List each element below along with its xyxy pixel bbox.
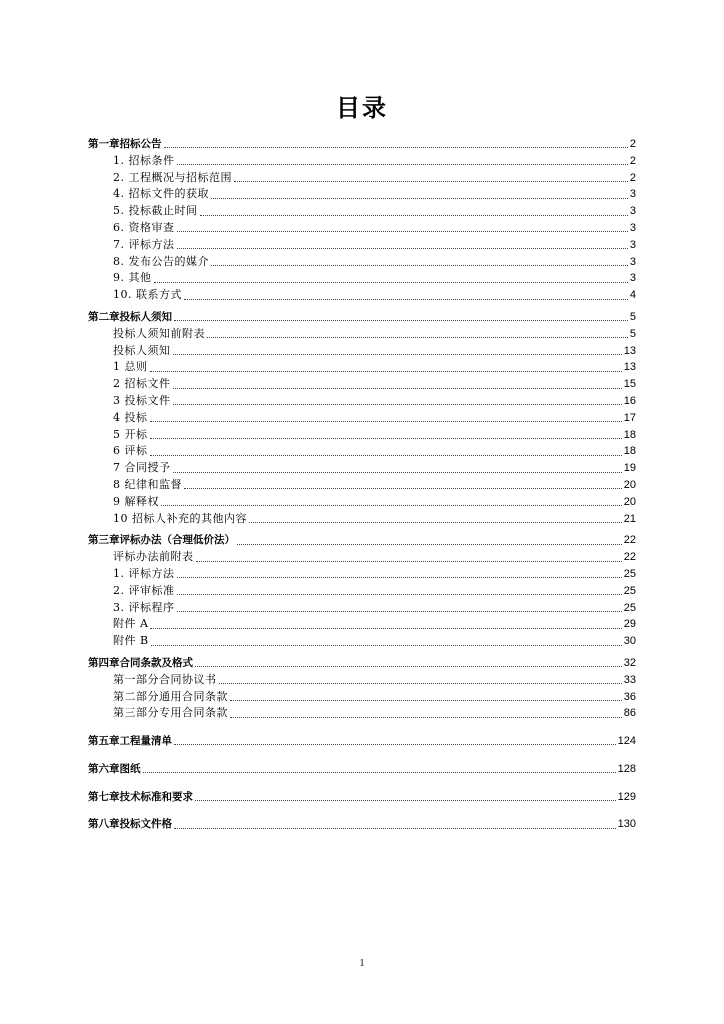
toc-entry-page: 16 xyxy=(623,394,636,407)
page-title: 目录 xyxy=(336,94,388,122)
toc-section-entry[interactable] xyxy=(88,616,636,633)
toc-entry-page: 30 xyxy=(623,635,636,648)
toc-entry-label: 9. 其他 xyxy=(113,271,152,285)
toc-dot-leader xyxy=(150,619,621,629)
toc-dot-leader xyxy=(237,535,622,545)
toc-entry-page: 5 xyxy=(629,327,636,340)
toc-entry-label: 附件 B xyxy=(113,634,149,648)
toc-entry-page: 124 xyxy=(617,735,636,748)
toc-entry-page: 18 xyxy=(623,428,636,441)
toc-chapter-entry[interactable] xyxy=(88,761,636,778)
toc-entry-page: 3 xyxy=(629,255,636,268)
toc-entry-page: 13 xyxy=(623,344,636,357)
toc-section-entry[interactable] xyxy=(88,494,636,511)
toc-entry-label: 2 招标文件 xyxy=(113,377,171,391)
toc-entry-label: 第三部分专用合同条款 xyxy=(113,706,228,720)
toc-section-entry[interactable] xyxy=(88,566,636,583)
toc-entry-page: 3 xyxy=(629,221,636,234)
toc-section-entry[interactable] xyxy=(88,410,636,427)
toc-dot-leader xyxy=(174,819,616,829)
toc-entry-label: 第一部分合同协议书 xyxy=(113,672,217,686)
toc-dot-leader xyxy=(173,395,622,405)
toc-dot-leader xyxy=(150,446,622,456)
toc-entry-label: 1. 招标条件 xyxy=(113,153,175,167)
toc-dot-leader xyxy=(184,479,622,489)
toc-entry-page: 13 xyxy=(623,361,636,374)
toc-entry-page: 3 xyxy=(629,188,636,201)
toc-entry-page: 4 xyxy=(629,289,636,302)
toc-entry-page: 129 xyxy=(617,790,636,803)
toc-dot-leader xyxy=(234,172,628,182)
toc-dot-leader xyxy=(174,735,616,745)
page-number: 1 xyxy=(359,958,365,969)
toc-entry-label: 10. 联系方式 xyxy=(113,288,182,302)
toc-chapter-entry[interactable] xyxy=(88,789,636,806)
toc-dot-leader xyxy=(164,138,628,148)
toc-entry-page: 20 xyxy=(623,478,636,491)
toc-section-entry[interactable] xyxy=(88,376,636,393)
toc-dot-leader xyxy=(173,379,622,389)
toc-entry-page: 25 xyxy=(623,584,636,597)
toc-dot-leader xyxy=(211,256,628,266)
toc-entry-label: 3 投标文件 xyxy=(113,393,171,407)
toc-entry-label: 投标人须知 xyxy=(113,343,171,357)
toc-dot-leader xyxy=(249,513,622,523)
toc-entry-page: 3 xyxy=(629,205,636,218)
toc-section-entry[interactable] xyxy=(88,359,636,376)
toc-entry-page: 86 xyxy=(623,707,636,720)
toc-entry-label: 9 解释权 xyxy=(113,494,159,508)
toc-section-entry[interactable] xyxy=(88,460,636,477)
toc-entry-page: 2 xyxy=(629,154,636,167)
toc-dot-leader xyxy=(174,311,628,321)
toc-dot-leader xyxy=(177,222,628,232)
toc-entry-label: 投标人须知前附表 xyxy=(113,326,205,340)
toc-chapter-entry[interactable] xyxy=(88,136,636,153)
table-of-contents xyxy=(88,136,636,833)
toc-chapter-entry[interactable] xyxy=(88,532,636,549)
toc-dot-leader xyxy=(177,585,622,595)
toc-entry-page: 32 xyxy=(623,656,636,669)
toc-entry-page: 130 xyxy=(617,818,636,831)
toc-dot-leader xyxy=(219,674,622,684)
toc-section-entry[interactable] xyxy=(88,393,636,410)
toc-entry-label: 4 投标 xyxy=(113,410,148,424)
toc-entry-label: 第八章投标文件格 xyxy=(88,818,172,831)
toc-entry-page: 3 xyxy=(629,238,636,251)
toc-entry-page: 22 xyxy=(623,551,636,564)
toc-section-entry[interactable] xyxy=(88,427,636,444)
toc-entry-page: 22 xyxy=(623,534,636,547)
toc-entry-label: 5. 投标截止时间 xyxy=(113,204,198,218)
toc-entry-label: 2. 评审标准 xyxy=(113,583,175,597)
toc-dot-leader xyxy=(177,568,622,578)
toc-dot-leader xyxy=(196,552,622,562)
toc-entry-label: 附件 A xyxy=(113,617,149,631)
toc-section-entry[interactable] xyxy=(88,672,636,689)
toc-entry-label: 第二章投标人须知 xyxy=(88,310,172,323)
toc-entry-label: 8 纪律和监督 xyxy=(113,477,182,491)
toc-entry-page: 36 xyxy=(623,690,636,703)
toc-entry-label: 6. 资格审查 xyxy=(113,220,175,234)
toc-entry-label: 7 合同授予 xyxy=(113,461,171,475)
toc-chapter-entry[interactable] xyxy=(88,309,636,326)
toc-section-entry[interactable] xyxy=(88,170,636,187)
toc-entry-page: 18 xyxy=(623,445,636,458)
toc-entry-label: 第四章合同条款及格式 xyxy=(88,656,193,669)
toc-entry-label: 第一章招标公告 xyxy=(88,138,162,150)
toc-section-entry[interactable] xyxy=(88,153,636,170)
toc-dot-leader xyxy=(161,496,622,506)
toc-section-entry[interactable] xyxy=(88,220,636,237)
toc-entry-label: 第三章评标办法（合理低价法） xyxy=(88,534,235,547)
toc-section-entry[interactable] xyxy=(88,326,636,343)
toc-section-entry[interactable] xyxy=(88,511,636,528)
toc-dot-leader xyxy=(143,763,616,773)
toc-entry-label: 1. 评标方法 xyxy=(113,566,175,580)
toc-entry-label: 第七章技术标准和要求 xyxy=(88,790,193,803)
toc-entry-page: 20 xyxy=(623,495,636,508)
toc-section-entry[interactable] xyxy=(88,343,636,360)
toc-entry-page: 17 xyxy=(623,411,636,424)
toc-entry-label: 2. 工程概况与招标范围 xyxy=(113,170,232,184)
toc-section-entry[interactable] xyxy=(88,270,636,287)
toc-dot-leader xyxy=(177,602,622,612)
toc-entry-label: 7. 评标方法 xyxy=(113,237,175,251)
toc-dot-leader xyxy=(200,206,628,216)
toc-dot-leader xyxy=(151,636,622,646)
toc-entry-label: 第五章工程量清单 xyxy=(88,735,172,748)
toc-entry-page: 19 xyxy=(623,462,636,475)
toc-dot-leader xyxy=(177,155,628,165)
toc-dot-leader xyxy=(177,239,628,249)
toc-section-entry[interactable] xyxy=(88,287,636,304)
toc-chapter-entry[interactable] xyxy=(88,655,636,672)
toc-section-entry[interactable] xyxy=(88,254,636,271)
toc-dot-leader xyxy=(150,362,622,372)
toc-entry-label: 第六章图纸 xyxy=(88,762,141,775)
toc-section-entry[interactable] xyxy=(88,549,636,566)
toc-entry-label: 8. 发布公告的媒介 xyxy=(113,254,209,268)
toc-dot-leader xyxy=(230,691,622,701)
toc-section-entry[interactable] xyxy=(88,477,636,494)
toc-section-entry[interactable] xyxy=(88,600,636,617)
toc-entry-label: 10 招标人补充的其他内容 xyxy=(113,511,247,525)
toc-entry-page: 25 xyxy=(623,567,636,580)
toc-dot-leader xyxy=(173,463,622,473)
toc-section-entry[interactable] xyxy=(88,203,636,220)
toc-dot-leader xyxy=(154,273,628,283)
toc-dot-leader xyxy=(195,791,616,801)
toc-entry-page: 15 xyxy=(623,378,636,391)
toc-dot-leader xyxy=(173,345,622,355)
toc-entry-page: 29 xyxy=(623,618,636,631)
toc-entry-page: 2 xyxy=(629,138,636,150)
toc-entry-label: 3. 评标程序 xyxy=(113,600,175,614)
toc-entry-page: 5 xyxy=(629,310,636,323)
toc-entry-label: 1 总则 xyxy=(113,360,148,374)
toc-entry-page: 25 xyxy=(623,601,636,614)
toc-entry-label: 6 评标 xyxy=(113,444,148,458)
toc-dot-leader xyxy=(230,708,622,718)
toc-entry-page: 128 xyxy=(617,762,636,775)
toc-dot-leader xyxy=(211,189,628,199)
toc-chapter-entry[interactable] xyxy=(88,733,636,750)
toc-entry-page: 33 xyxy=(623,673,636,686)
toc-entry-page: 21 xyxy=(623,512,636,525)
toc-entry-label: 4. 招标文件的获取 xyxy=(113,187,209,201)
toc-section-entry[interactable] xyxy=(88,443,636,460)
toc-section-entry[interactable] xyxy=(88,186,636,203)
toc-entry-page: 2 xyxy=(629,171,636,184)
toc-dot-leader xyxy=(207,328,628,338)
toc-dot-leader xyxy=(195,657,622,667)
toc-section-entry[interactable] xyxy=(88,689,636,706)
toc-dot-leader xyxy=(150,429,622,439)
toc-section-entry[interactable] xyxy=(88,237,636,254)
toc-entry-label: 5 开标 xyxy=(113,427,148,441)
toc-section-entry[interactable] xyxy=(88,705,636,722)
toc-chapter-entry[interactable] xyxy=(88,816,636,833)
toc-entry-label: 第二部分通用合同条款 xyxy=(113,689,228,703)
toc-entry-label: 评标办法前附表 xyxy=(113,550,194,564)
toc-dot-leader xyxy=(150,412,622,422)
toc-section-entry[interactable] xyxy=(88,583,636,600)
toc-entry-page: 3 xyxy=(629,272,636,285)
toc-dot-leader xyxy=(184,290,628,300)
toc-section-entry[interactable] xyxy=(88,633,636,650)
